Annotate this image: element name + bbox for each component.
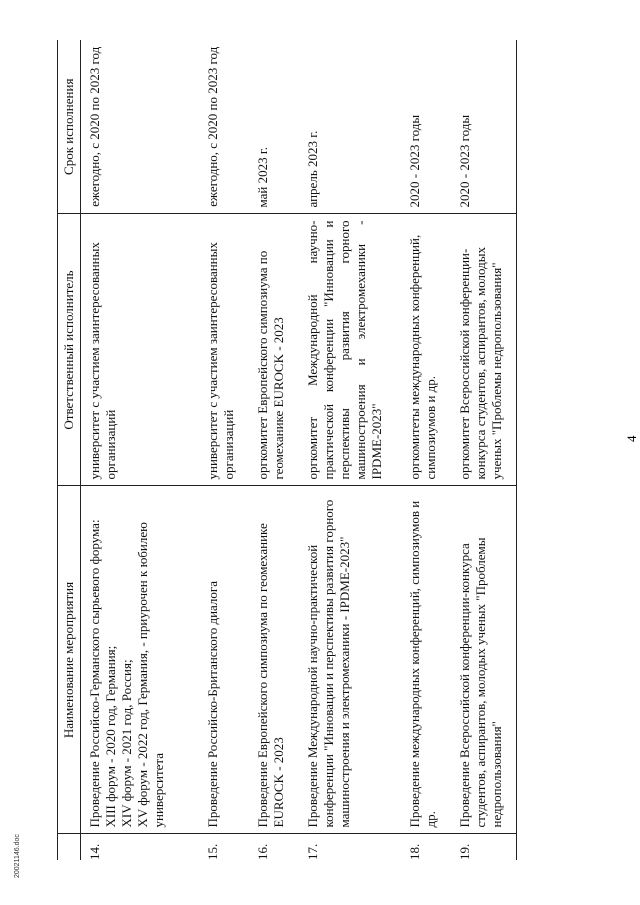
table-body (81, 40, 517, 860)
table-row (451, 40, 517, 860)
table-row (199, 40, 249, 860)
row-term: ежегодно, с 2020 по 2023 год (204, 46, 220, 207)
header-term: Срок исполнения (58, 40, 81, 214)
row-number: 19. (451, 834, 517, 860)
row-executor: оргкомитет Международной научно-практической конференции "Инновации и перспективы развития горного машиностроения и электромеханики - IPDME-2023" (299, 214, 401, 486)
row-name: Проведение Международной научно-практической конференции "Инновации и перспективы развития горного машиностроения и электромеханики - IPDME-2023" (299, 486, 401, 834)
row-executor: университет с участием заинтересованных организаций (81, 214, 199, 486)
row-number: 14. (81, 834, 199, 860)
header-name: Наименование мероприятия (58, 486, 81, 834)
row-name: Проведение международных конференций, симпозиумов и др. (401, 486, 451, 834)
events-table (57, 40, 517, 860)
table-row (401, 40, 451, 860)
header-executor: Ответственный исполнитель (58, 214, 81, 486)
row-term: апрель 2023 г. (304, 130, 320, 208)
row-executor: оргкомитеты международных конференций, симпозиумов и др. (401, 214, 451, 486)
row-number: 15. (199, 834, 249, 860)
row-executor: оргкомитет Всероссийской конференции-конкурса студентов, аспирантов, молодых ученых "Проблемы недропользования" (451, 214, 517, 486)
row-term: 2020 - 2023 годы (451, 40, 517, 214)
header-number (58, 834, 81, 860)
row-name: Проведение Всероссийской конференции-конкурса студентов, аспирантов, молодых ученых "Проблемы недропользования" (451, 486, 517, 834)
row-name: Проведение Европейского симпозиума по геомеханике EUROCK - 2023 (249, 486, 299, 834)
row-number: 16. (249, 834, 299, 860)
row-term: ежегодно, с 2020 по 2023 год (87, 46, 102, 207)
page-number: 4 (624, 435, 639, 442)
row-number: 18. (401, 834, 451, 860)
table-row (249, 40, 299, 860)
row-number: 17. (299, 834, 401, 860)
row-term: 2020 - 2023 годы (406, 114, 422, 208)
table-row (81, 40, 199, 860)
row-term: май 2023 г. (254, 147, 270, 208)
row-executor: университет с участием заинтересованных организаций (199, 214, 249, 486)
rotated-table-sheet (57, 40, 577, 860)
table-row (299, 40, 401, 860)
row-name: Проведение Российско-Британского диалога (199, 486, 249, 834)
row-name: Проведение Российско-Германского сырьевого форума: XIII форум - 2020 год, Германия; XIV форум - 2021 год, Россия; XV форум - 2022 год, Германия, - приурочен к юбилею университета (81, 486, 199, 834)
row-executor: оргкомитет Европейского симпозиума по геомеханике EUROCK - 2023 (249, 214, 299, 486)
footer-file-code: 20021146.doc (14, 834, 21, 878)
table-header-row (58, 40, 81, 860)
